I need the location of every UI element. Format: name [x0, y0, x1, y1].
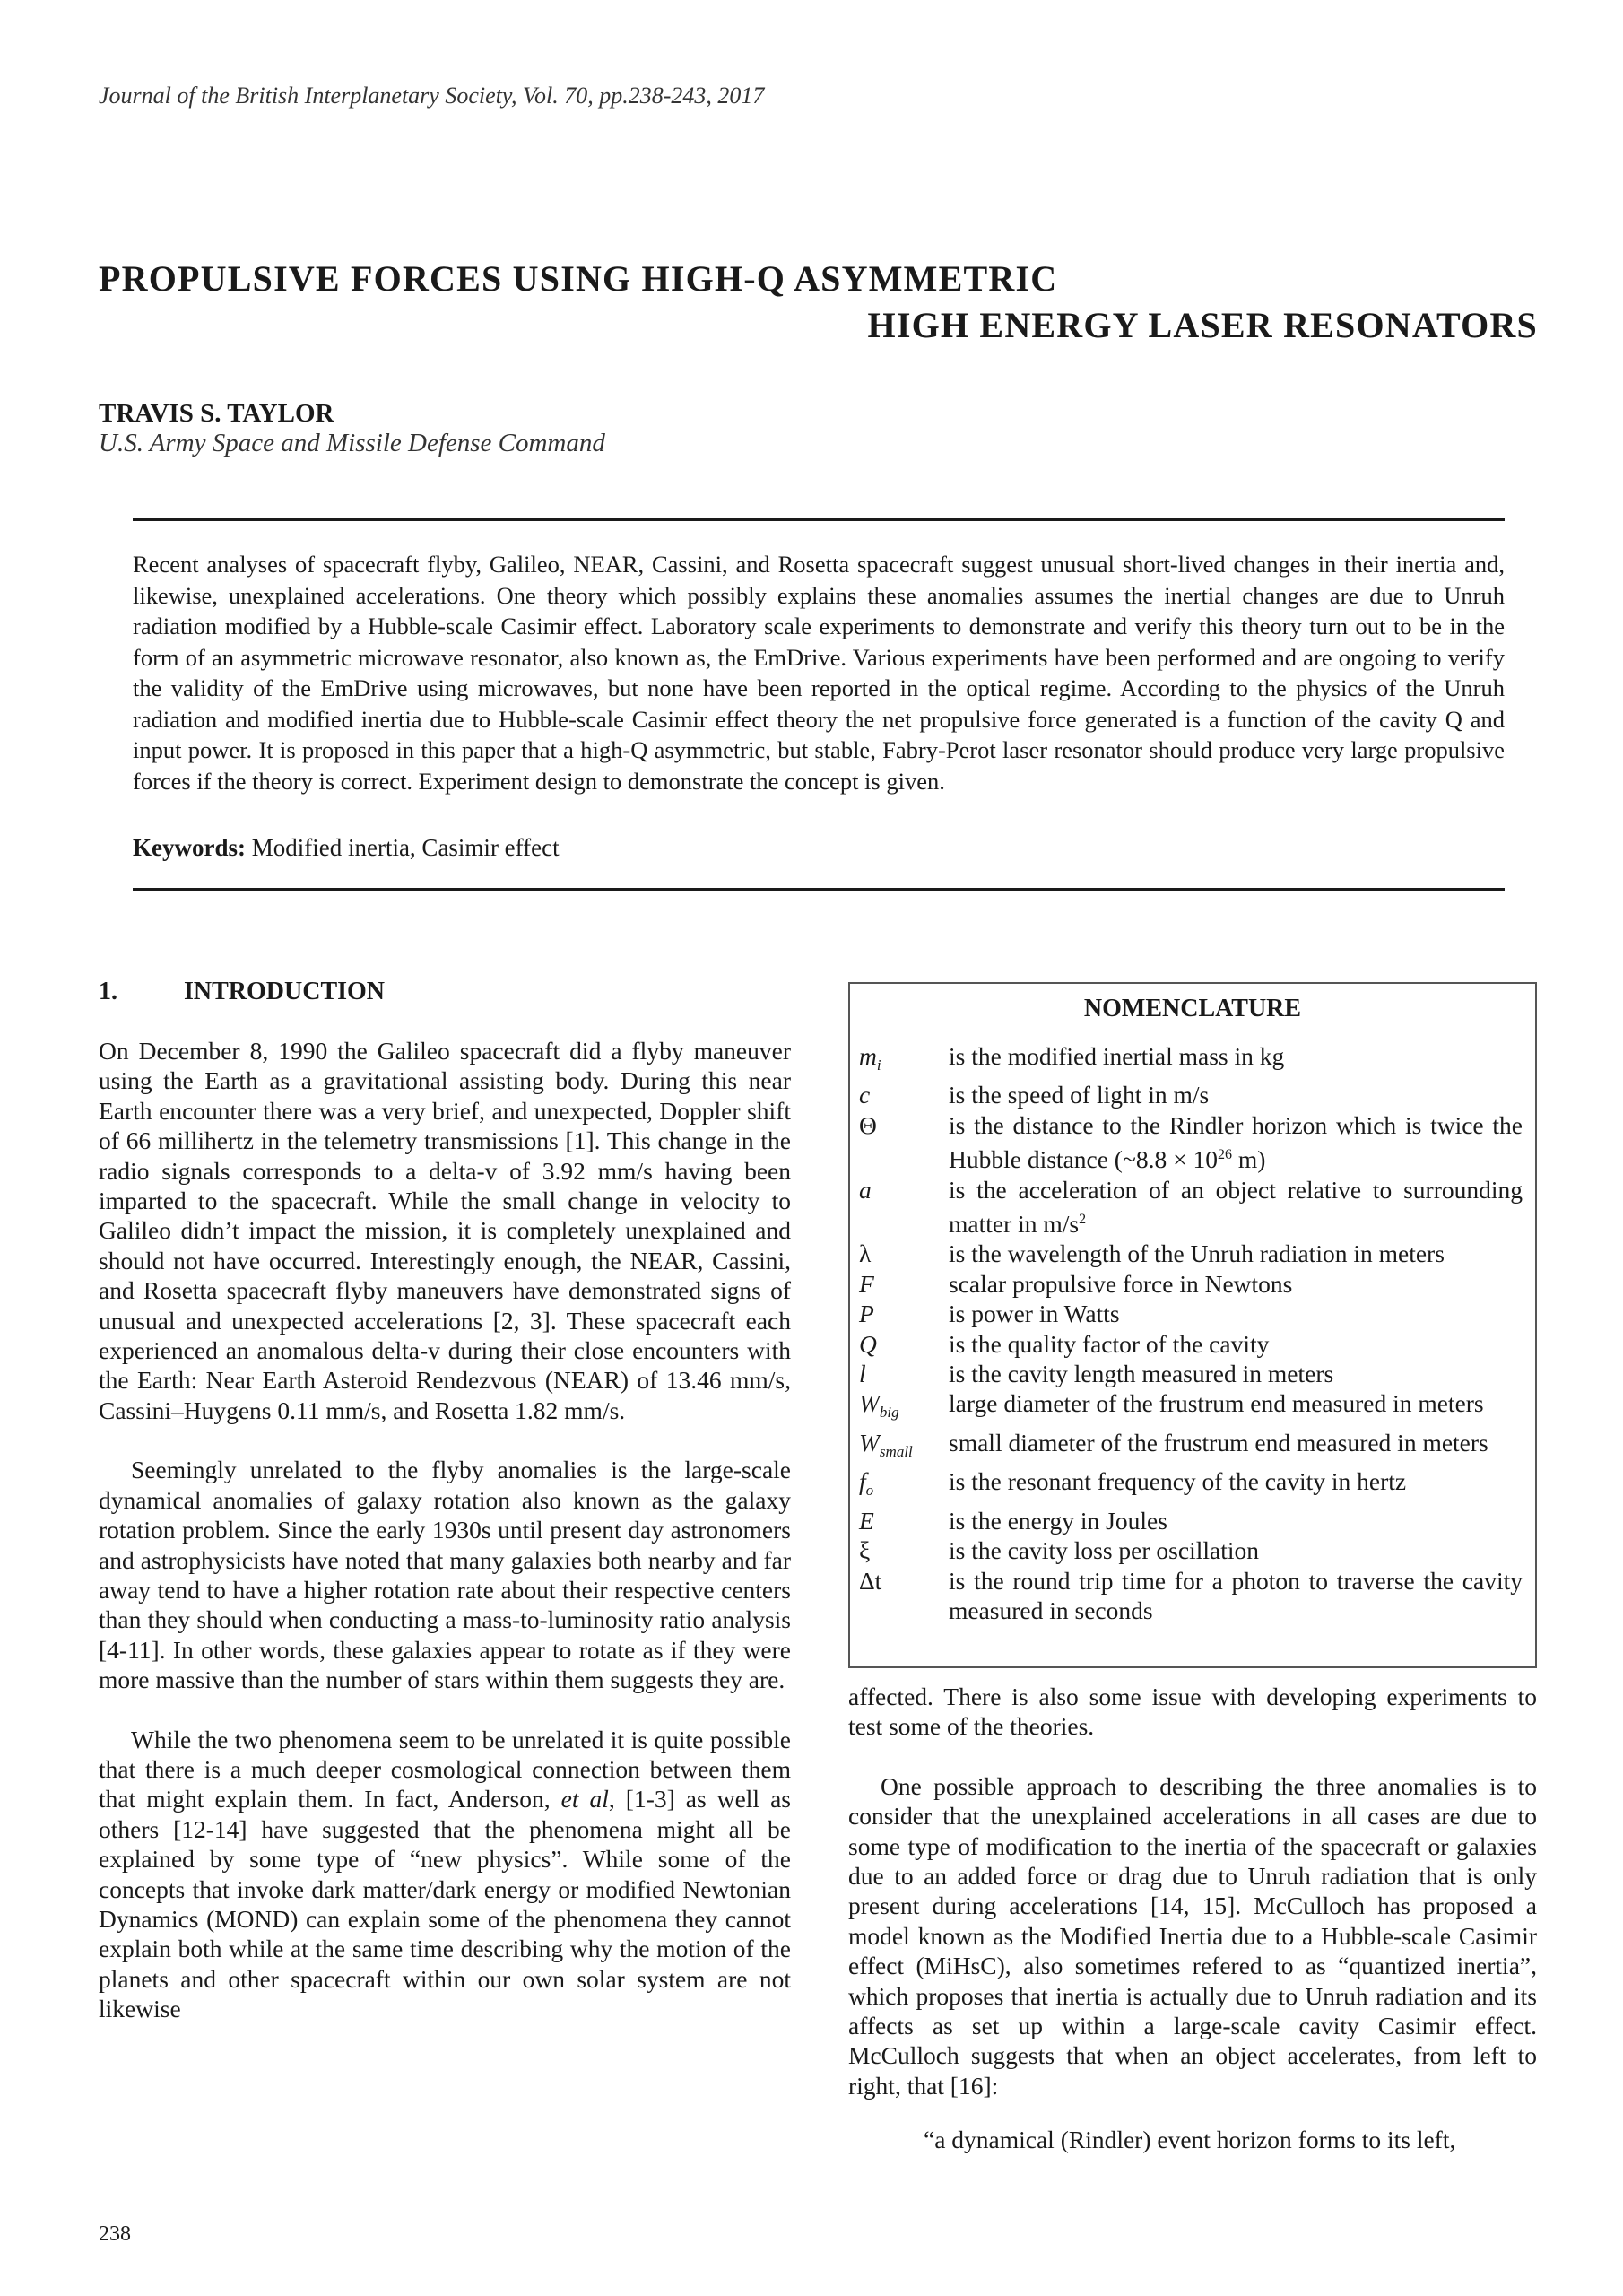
- right-paragraph-1: affected. There is also some issue with developing experiments to test some of the theories.: [848, 1683, 1537, 1741]
- nomenclature-description: is the cavity loss per oscillation: [949, 1536, 1259, 1565]
- symbol-text: W: [859, 1389, 880, 1418]
- abstract-top-rule: [133, 518, 1505, 521]
- nomenclature-description: is the speed of light in m/s: [949, 1081, 1210, 1109]
- abstract: Recent analyses of spacecraft flyby, Galileo, NEAR, Cassini, and Rosetta spacecraft suggest unusual short-lived changes in their inertia and, likewise, unexplained accelerations. One theory which possibly explains these anomalies assumes the inertial changes are due to Unruh radiation modified by a Hubble-scale Casimir effect. Laboratory scale experiments to demonstrate and verify this theory turn out to be in the form of an asymmetric microwave resonator, also known as, the EmDrive. Various experiments have been performed and are ongoing to verify the validity of the EmDrive using microwaves, but none have been reported in the optical regime. According to the physics of the Unruh radiation and modified inertia due to Hubble-scale Casimir effect theory the net propulsive force generated is a function of the cavity Q and input power. It is proposed in this paper that a high-Q asymmetric, but stable, Fabry-Perot laser resonator should produce very large propulsive forces if the theory is correct. Experiment design to demonstrate the concept is given.: [133, 551, 1505, 795]
- nomenclature-symbol: [859, 1080, 949, 1109]
- nomenclature-item: [859, 1299, 1523, 1328]
- nomenclature-item: [859, 1566, 1523, 1626]
- symbol-text: Δt: [859, 1566, 882, 1595]
- symbol-subscript: small: [879, 1442, 913, 1460]
- nomenclature-item: [859, 1329, 1523, 1359]
- nomenclature-symbol: [859, 1239, 949, 1268]
- intro-paragraph-2: Seemingly unrelated to the flyby anomalies is the large-scale dynamical anomalies of galaxy rotation also known as the galaxy rotation problem. Since the early 1930s until present day astronomers and astrophysicists have noted that many galaxies both nearby and far away tend to have a higher rotation rate about their respective centers than they should when conducting a mass-to-luminosity ratio analysis [4-11]. In other words, these galaxies appear to rotate as if they were more massive than the number of stars within them suggests they are.: [99, 1456, 791, 1694]
- symbol-text: ξ: [859, 1536, 871, 1565]
- nomenclature-list: [850, 1041, 1535, 1625]
- nomenclature-symbol: [859, 1388, 949, 1427]
- nomenclature-description: is the resonant frequency of the cavity in hertz: [949, 1467, 1407, 1496]
- block-quote: “a dynamical (Rindler) event horizon forms to its left,: [924, 2126, 1456, 2153]
- nomenclature-item: [859, 1466, 1523, 1505]
- nomenclature-description: is power in Watts: [949, 1300, 1120, 1328]
- author-affiliation: U.S. Army Space and Missile Defense Command: [99, 429, 605, 457]
- symbol-text: Q: [859, 1329, 877, 1358]
- nomenclature-description: is the round trip time for a photon to traverse the cavity measured in seconds: [949, 1566, 1523, 1624]
- nomenclature-description: is the quality factor of the cavity: [949, 1329, 1270, 1358]
- journal-citation: Journal of the British Interplanetary Society, Vol. 70, pp.238-243, 2017: [99, 83, 765, 109]
- description-text: is the distance to the Rindler horizon which is twice the Hubble distance (~8.8 × 10: [949, 1110, 1523, 1174]
- symbol-subscript: i: [876, 1057, 881, 1074]
- nomenclature-title: NOMENCLATURE: [1083, 995, 1302, 1022]
- nomenclature-description: is the cavity length measured in meters: [949, 1360, 1334, 1388]
- right-column: [848, 1682, 1537, 2100]
- intro-paragraph-3: [99, 1725, 791, 2024]
- nomenclature-item: [859, 1041, 1523, 1080]
- nomenclature-item: [859, 1080, 1523, 1109]
- nomenclature-symbol: [859, 1110, 949, 1175]
- nomenclature-symbol: [859, 1566, 949, 1626]
- nomenclature-symbol: [859, 1535, 949, 1565]
- nomenclature-symbol: [859, 1175, 949, 1239]
- nomenclature-symbol: [859, 1359, 949, 1388]
- symbol-subscript: big: [879, 1404, 899, 1422]
- nomenclature-symbol: [859, 1329, 949, 1359]
- symbol-text: F: [859, 1269, 874, 1298]
- nomenclature-description: [949, 1110, 1523, 1175]
- keywords-text: Modified inertia, Casimir effect: [251, 834, 560, 861]
- nomenclature-symbol: [859, 1041, 949, 1080]
- keywords-label: Keywords:: [133, 834, 246, 861]
- symbol-text: Θ: [859, 1110, 877, 1139]
- page-number: 238: [99, 2222, 131, 2246]
- description-superscript: 2: [1079, 1212, 1087, 1228]
- nomenclature-symbol: [859, 1506, 949, 1535]
- intro-paragraph-3-part-b: , [1-3] as well as others [12-14] have suggested that the phenomena might all be explained by some type of “new physics”. While some of the concepts that invoke dark matter/dark energy or modified Newtonian Dynamics (MOND) can explain some of the phenomena they cannot explain both while at the same time describing why the motion of the planets and other spacecraft within our own solar system are not likewise: [99, 1785, 791, 2023]
- nomenclature-symbol: [859, 1428, 949, 1466]
- paper-title: [99, 256, 1538, 349]
- nomenclature-description: small diameter of the frustrum end measured in meters: [949, 1428, 1488, 1457]
- keywords: [133, 834, 560, 862]
- intro-paragraph-3-part-a: While the two phenomena seem to be unrelated it is quite possible that there is a much deeper cosmological connection between them that might explain them. In fact, Anderson,: [99, 1725, 791, 1813]
- description-text: is the acceleration of an object relative to surrounding matter in m/s: [949, 1175, 1523, 1239]
- left-column: [99, 1036, 791, 2024]
- symbol-text: E: [859, 1506, 874, 1535]
- symbol-text: P: [859, 1300, 874, 1328]
- intro-paragraph-1: On December 8, 1990 the Galileo spacecraft did a flyby maneuver using the Earth as a gravitational assisting body. During this near Earth encounter there was a very brief, and unexpected, Doppler shift of 66 millihertz in the telemetry transmissions [1]. This change in the radio signals corresponds to a delta-v of 3.92 mm/s having been imparted to the spacecraft. While the small change in velocity to Galileo didn’t impact the mission, it is completely unexplained and should not have occurred. Interestingly enough, the NEAR, Cassini, and Rosetta spacecraft flyby maneuvers have demonstrated signs of unusual and unexpected accelerations [2, 3]. These spacecraft each experienced an anomalous delta-v during their close encounters with the Earth: Near Earth Asteroid Rendezvous (NEAR) of 13.46 mm/s, Cassini–Huygens 0.11 mm/s, and Rosetta 1.82 mm/s.: [99, 1037, 791, 1424]
- nomenclature-item: [859, 1110, 1523, 1175]
- author-name: TRAVIS S. TAYLOR: [99, 399, 334, 428]
- nomenclature-description: large diameter of the frustrum end measured in meters: [949, 1389, 1484, 1418]
- et-al: et al: [560, 1785, 609, 1813]
- nomenclature-symbol: [859, 1269, 949, 1299]
- nomenclature-item: [859, 1428, 1523, 1466]
- section-heading-introduction: [99, 978, 385, 1006]
- nomenclature-item: [859, 1535, 1523, 1565]
- nomenclature-item: [859, 1506, 1523, 1535]
- section-title: INTRODUCTION: [184, 978, 386, 1005]
- symbol-text: λ: [859, 1239, 872, 1268]
- symbol-text: c: [859, 1081, 871, 1109]
- nomenclature-description: scalar propulsive force in Newtons: [949, 1269, 1293, 1298]
- nomenclature-symbol: [859, 1299, 949, 1328]
- nomenclature-item: [859, 1359, 1523, 1388]
- nomenclature-box: [848, 982, 1537, 1668]
- nomenclature-item: [859, 1269, 1523, 1299]
- right-paragraph-2: One possible approach to describing the three anomalies is to consider that the unexplained accelerations in all cases are due to some type of modification to the inertia of the spacecraft or galaxies due to an added force or drag due to Unruh radiation that is only present during accelerations [14, 15]. McCulloch has proposed a model known as the Modified Inertia due to a Hubble-scale Casimir effect (MiHsC), also sometimes refered to as “quantized inertia”, which proposes that inertia is actually due to Unruh radiation and its affects as set up within a large-scale cavity Casimir effect. McCulloch suggests that when an object accelerates, from left to right, that [16]:: [848, 1771, 1537, 2100]
- nomenclature-description: is the energy in Joules: [949, 1506, 1167, 1535]
- symbol-text: l: [859, 1360, 866, 1388]
- symbol-subscript: o: [865, 1482, 874, 1500]
- nomenclature-description: is the wavelength of the Unruh radiation in meters: [949, 1239, 1445, 1268]
- nomenclature-item: [859, 1239, 1523, 1268]
- paper-title-line-2: HIGH ENERGY LASER RESONATORS: [867, 305, 1538, 345]
- symbol-text: W: [859, 1428, 880, 1457]
- nomenclature-symbol: [859, 1466, 949, 1505]
- paper-title-line-1: PROPULSIVE FORCES USING HIGH-Q ASYMMETRIC: [99, 258, 1058, 299]
- description-text-tail: m): [1231, 1145, 1266, 1174]
- nomenclature-item: [859, 1175, 1523, 1239]
- nomenclature-item: [859, 1388, 1523, 1427]
- symbol-text: f: [859, 1467, 866, 1496]
- nomenclature-description: is the modified inertial mass in kg: [949, 1042, 1285, 1070]
- description-superscript: 26: [1217, 1147, 1232, 1163]
- abstract-bottom-rule: [133, 888, 1505, 891]
- symbol-text: a: [859, 1175, 872, 1204]
- nomenclature-description: [949, 1175, 1523, 1239]
- section-number: 1.: [99, 978, 117, 1005]
- symbol-text: m: [859, 1042, 877, 1070]
